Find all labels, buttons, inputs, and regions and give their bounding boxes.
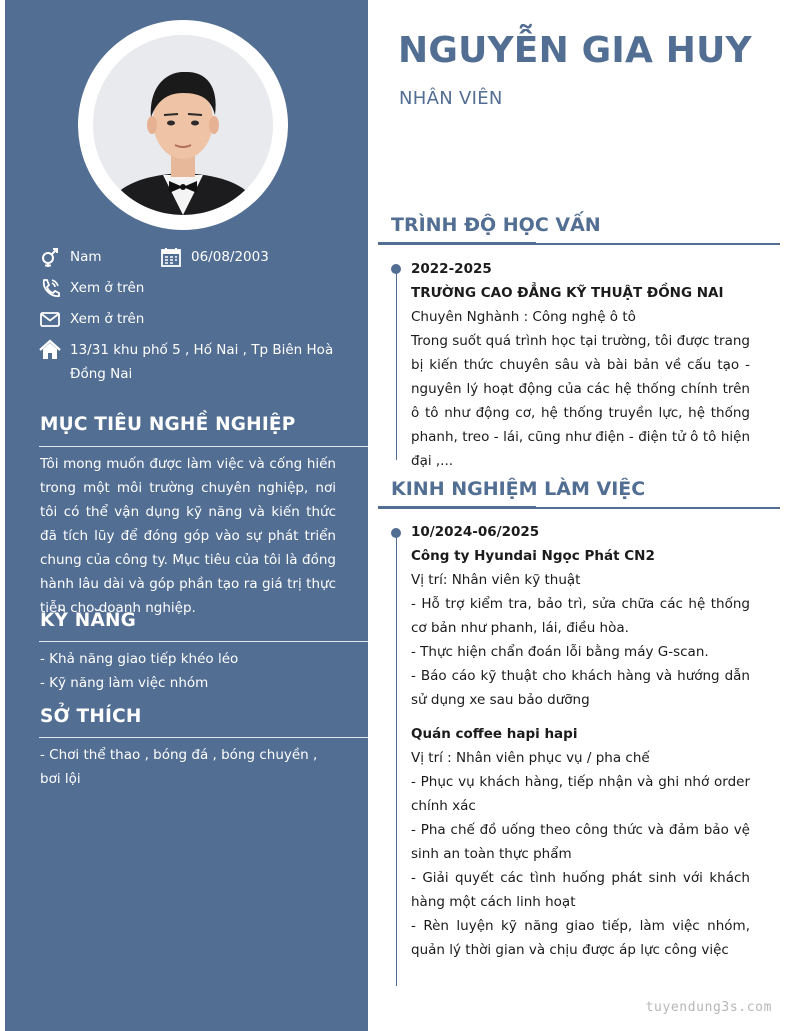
candidate-role: NHÂN VIÊN — [399, 88, 503, 109]
education-heading: TRÌNH ĐỘ HỌC VẤN — [391, 214, 601, 236]
education-description: Trong suốt quá trình học tại trường, tôi được trang bị kiến thức chuyên sâu và bài bản về cấu tạo - nguyên lý hoạt động của các hệ thống chính trên ô tô như động cơ, hệ thống truyền lực, hệ thống phanh, treo - lái, cũng như điện - điện tử ô tô hiện đại ,... — [411, 333, 750, 469]
experience-timeline — [396, 532, 397, 986]
skills-list — [40, 647, 340, 695]
job-company: Công ty Hyundai Ngọc Phát CN2 — [411, 548, 655, 564]
skills-heading: KỸ NĂNG — [40, 610, 137, 631]
education-timeline — [396, 268, 397, 460]
job-company: Quán coffee hapi hapi — [411, 726, 578, 742]
calendar-icon — [160, 246, 182, 268]
skills-divider — [39, 641, 368, 642]
career-goal-divider — [39, 446, 368, 447]
profile-photo — [93, 35, 273, 215]
job-task: - Thực hiện chẩn đoán lỗi bằng máy G-scan. — [411, 644, 709, 660]
job-position: Vị trí : Nhân viên phục vụ / pha chế — [411, 750, 650, 766]
phone-row — [39, 276, 144, 300]
phone-icon — [39, 277, 61, 299]
job-task: - Giải quyết các tình huống phát sinh với khách hàng một cách linh hoạt — [411, 870, 750, 910]
hobbies-divider — [39, 737, 368, 738]
email-value: Xem ở trên — [70, 311, 145, 327]
career-goal-heading: MỤC TIÊU NGHỀ NGHIỆP — [40, 414, 296, 435]
job-position: Vị trí: Nhân viên kỹ thuật — [411, 572, 581, 588]
job-task: - Pha chế đồ uống theo công thức và đảm bảo vệ sinh an toàn thực phẩm — [411, 822, 750, 862]
education-divider — [378, 243, 780, 245]
email-row — [39, 307, 144, 331]
skill-item: - Khả năng giao tiếp khéo léo — [40, 651, 239, 667]
experience-heading: KINH NGHIỆM LÀM VIỆC — [391, 478, 646, 500]
experience-entries — [411, 520, 750, 962]
address-row — [39, 338, 350, 386]
birthday-row — [160, 245, 269, 269]
career-goal-text: Tôi mong muốn được làm việc và cống hiến trong một môi trường chuyên nghiệp, nơi tôi có thể vận dụng kỹ năng và kiến thức đã tích lũy để đóng góp vào sự phát triển chung của công ty. Mục tiêu của tôi là đồng hành lâu dài và góp phần tạo ra giá trị thực tiễn cho doanh nghiệp. — [40, 456, 336, 616]
gender-row — [39, 245, 102, 269]
education-entry — [411, 257, 750, 473]
job-period: 10/2024-06/2025 — [411, 524, 540, 540]
education-period: 2022-2025 — [411, 261, 492, 277]
address-value: 13/31 khu phố 5 , Hố Nai , Tp Biên Hoà Đồng Nai — [70, 342, 334, 382]
education-school: TRƯỜNG CAO ĐẲNG KỸ THUẬT ĐỒNG NAI — [411, 285, 724, 301]
hobby-item: - Chơi thể thao , bóng đá , bóng chuyền , bơi lội — [40, 747, 318, 787]
experience-timeline-dot — [391, 528, 401, 538]
home-icon — [39, 339, 61, 361]
candidate-name: NGUYỄN GIA HUY — [398, 30, 752, 71]
gender-value: Nam — [70, 249, 102, 265]
experience-divider — [378, 507, 780, 509]
job-task: - Báo cáo kỹ thuật cho khách hàng và hướng dẫn sử dụng xe sau bảo dưỡng — [411, 668, 750, 708]
job-task: - Phục vụ khách hàng, tiếp nhận và ghi nhớ order chính xác — [411, 774, 750, 814]
job-task: - Hỗ trợ kiểm tra, bảo trì, sửa chữa các hệ thống cơ bản như phanh, lái, điều hòa. — [411, 596, 750, 636]
watermark: tuyendung3s.com — [645, 1000, 772, 1015]
hobbies-heading: SỞ THÍCH — [40, 706, 142, 727]
birthday-value: 06/08/2003 — [191, 249, 269, 265]
education-timeline-dot — [391, 264, 401, 274]
avatar — [78, 20, 288, 230]
hobbies-list — [40, 743, 340, 791]
skill-item: - Kỹ năng làm việc nhóm — [40, 675, 209, 691]
phone-value: Xem ở trên — [70, 280, 145, 296]
job-task: - Rèn luyện kỹ năng giao tiếp, làm việc nhóm, quản lý thời gian và chịu được áp lực công việc — [411, 918, 750, 958]
sidebar — [5, 0, 368, 1031]
mail-icon — [39, 308, 61, 330]
gender-icon — [39, 246, 61, 268]
education-major: Chuyên Nghành : Công nghệ ô tô — [411, 309, 636, 325]
